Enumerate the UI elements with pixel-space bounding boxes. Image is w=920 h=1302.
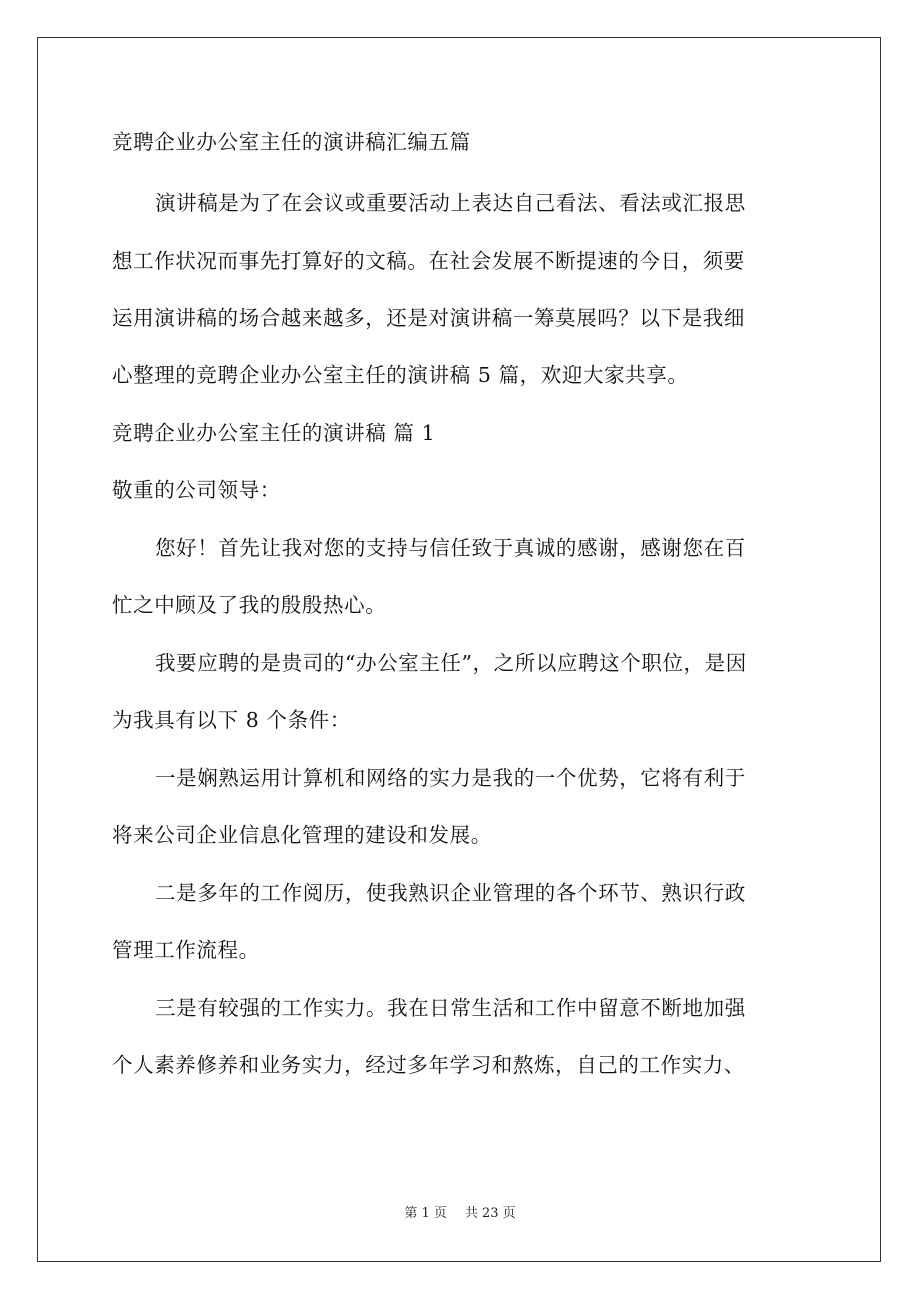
paragraph-line: 三是有较强的工作实力。我在日常生活和工作中留意不断地加强 bbox=[155, 996, 746, 1020]
paragraph-line: 心整理的竞聘企业办公室主任的演讲稿 5 篇，欢迎大家共享。 bbox=[112, 363, 689, 387]
paragraph-line: 运用演讲稿的场合越来越多，还是对演讲稿一筹莫展吗？以下是我细 bbox=[112, 306, 745, 330]
section-heading: 竞聘企业办公室主任的演讲稿 篇 1 bbox=[112, 421, 436, 445]
salutation: 敬重的公司领导： bbox=[112, 478, 281, 502]
page-footer bbox=[0, 1204, 920, 1224]
page-total: 共 23 页 bbox=[464, 1206, 516, 1221]
paragraph-line: 为我具有以下 8 个条件： bbox=[112, 708, 351, 732]
page-number: 第 1 页 bbox=[404, 1206, 447, 1221]
document-title: 竞聘企业办公室主任的演讲稿汇编五篇 bbox=[112, 130, 471, 154]
paragraph-line: 二是多年的工作阅历，使我熟识企业管理的各个环节、熟识行政 bbox=[155, 881, 746, 905]
paragraph-line: 我要应聘的是贵司的“办公室主任”，之所以应聘这个职位，是因 bbox=[155, 651, 747, 675]
paragraph-line: 想工作状况而事先打算好的文稿。在社会发展不断提速的今日，须要 bbox=[112, 249, 745, 273]
paragraph-line: 一是娴熟运用计算机和网络的实力是我的一个优势，它将有利于 bbox=[155, 766, 746, 790]
paragraph-line: 演讲稿是为了在会议或重要活动上表达自己看法、看法或汇报思 bbox=[155, 191, 746, 215]
paragraph-line: 个人素养修养和业务实力，经过多年学习和熬炼，自己的工作实力、 bbox=[112, 1053, 745, 1077]
paragraph-line: 您好！首先让我对您的支持与信任致于真诚的感谢，感谢您在百 bbox=[155, 536, 746, 560]
paragraph-line: 将来公司企业信息化管理的建设和发展。 bbox=[112, 823, 492, 847]
paragraph-line: 管理工作流程。 bbox=[112, 938, 260, 962]
paragraph-line: 忙之中顾及了我的殷殷热心。 bbox=[112, 593, 387, 617]
